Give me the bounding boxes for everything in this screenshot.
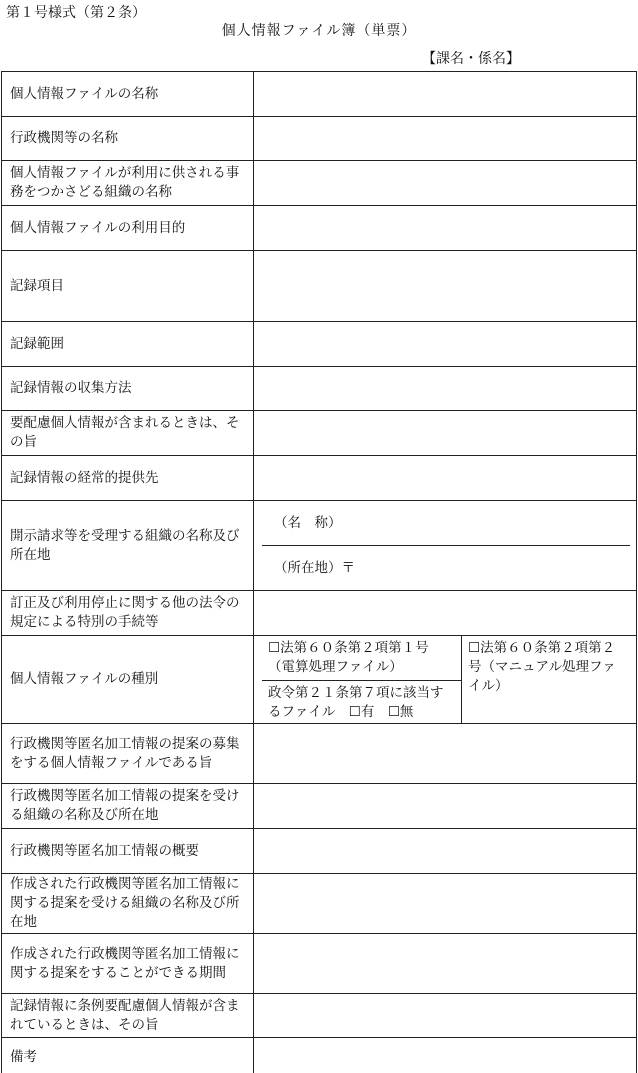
value-cell-purpose[interactable]	[254, 206, 637, 251]
value-cell-collection-method[interactable]	[254, 367, 637, 411]
value-cell-ordinance-sensitive-info[interactable]	[254, 994, 637, 1038]
table-row	[2, 874, 637, 934]
table-row	[2, 636, 637, 724]
row-label-remarks: 備考	[2, 1038, 254, 1073]
disclosure-name-field[interactable]	[262, 501, 630, 546]
value-cell-agency-name[interactable]	[254, 117, 637, 161]
value-cell-file-name[interactable]	[254, 72, 637, 117]
table-row	[2, 206, 637, 251]
row-label-agency-name: 行政機関等の名称	[2, 117, 254, 161]
table-row	[2, 829, 637, 874]
table-row	[2, 1038, 637, 1073]
value-cell-proposal-period[interactable]	[254, 934, 637, 994]
disclosure-address-label: （所在地）〒	[274, 559, 355, 576]
table-row	[2, 934, 637, 994]
value-cell-sensitive-info[interactable]	[254, 411, 637, 456]
kind-option-manual[interactable]: ☐法第６０条第２項第２号（マニュアル処理ファイル）	[468, 640, 616, 694]
row-label-sensitive-info: 要配慮個人情報が含まれるときは、その旨	[2, 411, 254, 456]
row-label-record-items: 記録項目	[2, 251, 254, 322]
value-cell-anonymized-proposal-file[interactable]	[254, 724, 637, 784]
row-label-anonymized-summary: 行政機関等匿名加工情報の概要	[2, 829, 254, 874]
table-row	[2, 994, 637, 1038]
value-cell-remarks[interactable]	[254, 1038, 637, 1073]
row-label-regular-recipients: 記録情報の経常的提供先	[2, 456, 254, 501]
row-label-collection-method: 記録情報の収集方法	[2, 367, 254, 411]
row-label-file-kind: 個人情報ファイルの種別	[2, 636, 254, 724]
value-cell-regular-recipients[interactable]	[254, 456, 637, 501]
row-label-record-scope: 記録範囲	[2, 322, 254, 367]
table-row	[2, 784, 637, 829]
value-cell-record-items[interactable]	[254, 251, 637, 322]
value-cell-organization[interactable]	[254, 161, 637, 206]
disclosure-name-label: （名 称）	[274, 514, 342, 531]
document-title: 個人情報ファイル簿（単票）	[221, 23, 417, 39]
value-cell-created-proposal-office[interactable]	[254, 874, 637, 934]
row-label-ordinance-sensitive-info: 記録情報に条例要配慮個人情報が含まれているときは、その旨	[2, 994, 254, 1038]
form-number: 第１号様式（第２条）	[6, 5, 146, 21]
row-label-special-procedures: 訂正及び利用停止に関する他の法令の規定による特別の手続等	[2, 591, 254, 636]
table-row	[2, 411, 637, 456]
table-row	[2, 367, 637, 411]
row-label-anonymized-proposal-office: 行政機関等匿名加工情報の提案を受ける組織の名称及び所在地	[2, 784, 254, 829]
table-row	[2, 591, 637, 636]
file-register-table	[1, 71, 637, 1073]
row-label-proposal-period: 作成された行政機関等匿名加工情報に関する提案をすることができる期間	[2, 934, 254, 994]
row-label-anonymized-proposal-file: 行政機関等匿名加工情報の提案の募集をする個人情報ファイルである旨	[2, 724, 254, 784]
value-cell-special-procedures[interactable]	[254, 591, 637, 636]
row-label-organization: 個人情報ファイルが利用に供される事務をつかさどる組織の名称	[2, 161, 254, 206]
table-row	[2, 251, 637, 322]
kind-ordinance-applicability[interactable]: 政令第２１条第７項に該当するファイル ☐有 ☐無	[268, 685, 444, 720]
table-row	[2, 724, 637, 784]
table-row	[2, 161, 637, 206]
row-label-purpose: 個人情報ファイルの利用目的	[2, 206, 254, 251]
table-row	[2, 456, 637, 501]
table-row	[2, 322, 637, 367]
department-label: 【課名・係名】	[422, 51, 520, 67]
row-label-created-proposal-office: 作成された行政機関等匿名加工情報に関する提案を受ける組織の名称及び所在地	[2, 874, 254, 934]
value-cell-file-kind	[254, 636, 637, 724]
value-cell-disclosure-office	[254, 501, 637, 591]
row-label-file-name: 個人情報ファイルの名称	[2, 72, 254, 117]
kind-option-electronic[interactable]: ☐法第６０条第２項第１号（電算処理ファイル）	[262, 636, 461, 681]
disclosure-address-field[interactable]	[262, 546, 630, 590]
table-row	[2, 72, 637, 117]
value-cell-anonymized-summary[interactable]	[254, 829, 637, 874]
table-row	[2, 501, 637, 591]
row-label-disclosure-office: 開示請求等を受理する組織の名称及び所在地	[2, 501, 254, 591]
table-row	[2, 117, 637, 161]
value-cell-record-scope[interactable]	[254, 322, 637, 367]
value-cell-anonymized-proposal-office[interactable]	[254, 784, 637, 829]
